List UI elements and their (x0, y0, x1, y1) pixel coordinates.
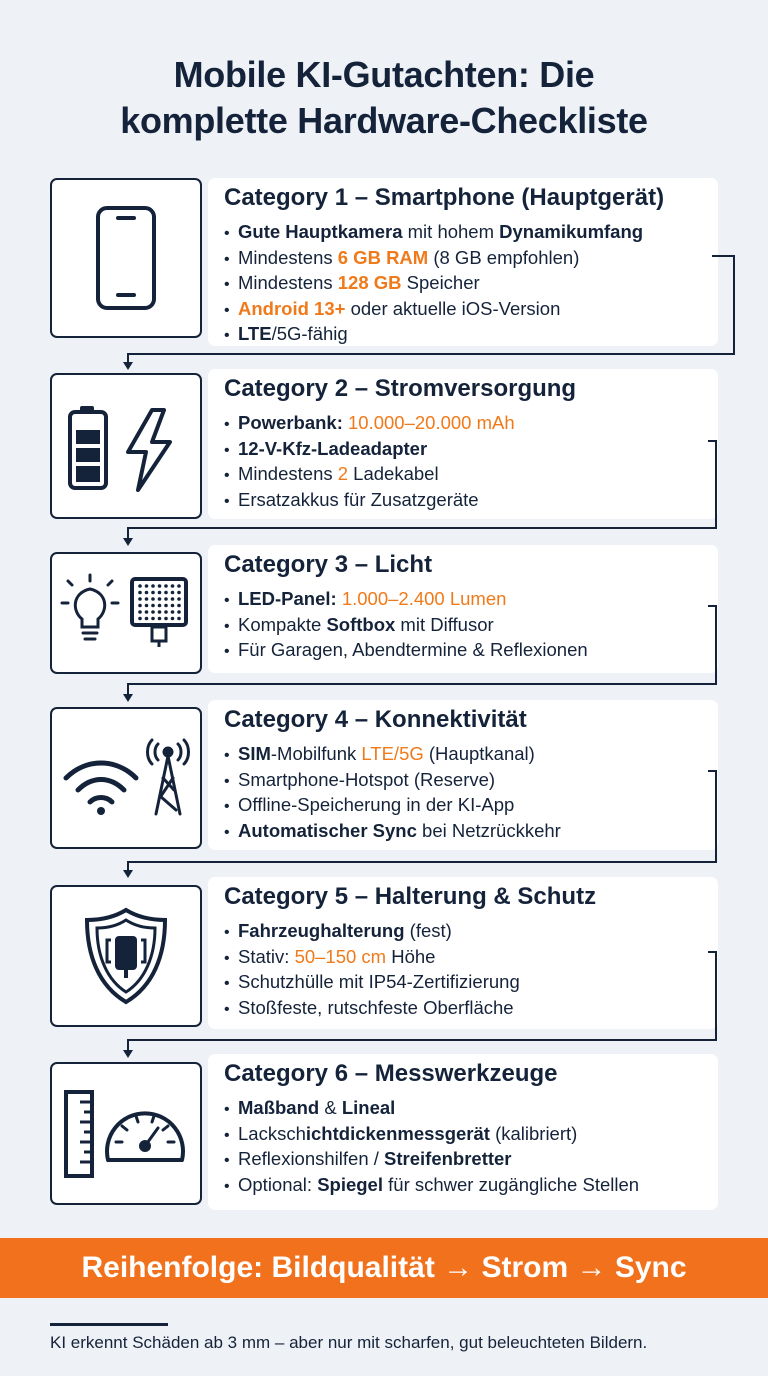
item-text: Lacksch (238, 1122, 306, 1144)
checklist-item (224, 220, 643, 246)
item-text: Reflexionshilfen / (238, 1148, 385, 1169)
checklist-item (224, 768, 561, 794)
category-items (224, 411, 515, 513)
item-text: Gute Hauptkamera (238, 221, 403, 242)
item-text: (8 GB empfohlen) (428, 246, 580, 268)
item-text: & (319, 1097, 342, 1118)
page-title-line-2: komplette Hardware-Checkliste (120, 100, 648, 141)
item-text: Automatischer Sync (238, 819, 417, 841)
category-5-text (208, 877, 718, 1029)
checklist-item (224, 271, 643, 297)
item-text: Speicher (401, 272, 480, 293)
item-text: Kompakte (238, 613, 327, 635)
item-text: 10.000–20.000 mAh (348, 412, 515, 433)
item-text: Ersatzakkus für Zusatzgeräte (238, 488, 479, 510)
checklist-item (224, 587, 588, 613)
item-text: für schwer zugängliche Stellen (383, 1173, 640, 1195)
item-text: ichtdickenmessgerät (305, 1122, 490, 1144)
checklist-item (224, 1147, 639, 1173)
checklist-item (224, 742, 561, 768)
category-1-text (208, 178, 718, 346)
category-4-icon-box (50, 707, 202, 849)
item-text: mit Diffusor (395, 613, 494, 635)
page-title (0, 52, 768, 144)
item-text: 2 (337, 463, 349, 484)
checklist-item (224, 996, 520, 1022)
item-text: Offline-Speicherung in der KI-App (238, 794, 515, 815)
item-text: Powerbank: (238, 412, 343, 433)
category-title: Category 6 – Messwerkzeuge (224, 1060, 558, 1087)
item-text: Mindestens (238, 463, 338, 484)
item-text: mit hohem (402, 221, 500, 242)
item-text: Smartphone-Hotspot (Reserve) (238, 768, 496, 790)
item-text: Schutzhülle mit IP54-Zertifizierung (238, 971, 520, 992)
category-title: Category 1 – Smartphone (Hauptgerät) (224, 184, 665, 211)
item-text: Optional: (238, 1173, 318, 1195)
item-text: Mindestens (238, 246, 338, 268)
checklist-item (224, 322, 643, 348)
checklist-item (224, 1096, 639, 1122)
checklist-item (224, 970, 520, 996)
category-6-text (208, 1054, 718, 1210)
checklist-item (224, 819, 561, 845)
category-items (224, 220, 643, 348)
category-3-text (208, 545, 718, 673)
category-items (224, 742, 561, 844)
item-text: Spiegel (317, 1173, 383, 1195)
checklist-item (224, 638, 588, 664)
checklist-item (224, 1122, 639, 1148)
category-title: Category 3 – Licht (224, 551, 433, 578)
item-text: 50–150 cm (294, 945, 387, 967)
item-text: -Mobilfunk (270, 743, 362, 764)
item-text: Stativ: (238, 945, 295, 967)
item-text: LTE/5G (361, 743, 424, 764)
item-text: Streifenbretter (384, 1148, 512, 1169)
category-items (224, 919, 520, 1021)
item-text: 6 GB RAM (337, 246, 429, 268)
item-text: Softbox (326, 613, 396, 635)
category-3-icon-box (50, 552, 202, 674)
item-text: Ladekabel (348, 463, 439, 484)
footnote-divider (50, 1323, 168, 1326)
checklist-item (224, 488, 515, 514)
item-text: SIM (238, 743, 271, 764)
category-1-icon-box (50, 178, 202, 338)
item-text: Mindestens (238, 272, 338, 293)
item-text: (fest) (404, 920, 452, 941)
category-4-card (50, 707, 718, 849)
category-2-card (50, 373, 718, 519)
category-2-icon-box (50, 373, 202, 519)
category-1-card (50, 178, 718, 344)
item-text: Dynamikumfang (499, 221, 644, 242)
item-text: Höhe (386, 945, 436, 967)
checklist-item (224, 246, 643, 272)
page-title-line-1: Mobile KI-Gutachten: Die (173, 54, 595, 95)
item-text: Lineal (341, 1097, 396, 1118)
item-text: oder aktuelle iOS-Version (345, 297, 561, 319)
shield-phone-mount-icon (81, 906, 171, 1006)
item-text: Maßband (238, 1097, 320, 1118)
category-title: Category 5 – Halterung & Schutz (224, 883, 597, 910)
item-text: LTE (238, 323, 272, 344)
item-text: Für Garagen, Abendtermine & Reflexionen (238, 639, 588, 660)
ruler-gauge-icon (64, 1086, 188, 1182)
item-text: 128 GB (337, 272, 402, 293)
battery-bolt-icon (66, 396, 186, 496)
item-text: /5G-fähig (271, 323, 348, 344)
checklist-item (224, 1173, 639, 1199)
category-5-icon-box (50, 885, 202, 1027)
category-3-card (50, 552, 718, 674)
smartphone-icon (86, 198, 166, 318)
item-text: LED-Panel: (238, 588, 337, 609)
checklist-item (224, 945, 520, 971)
item-text: Fahrzeughalterung (238, 920, 405, 941)
checklist-item (224, 793, 561, 819)
wifi-antenna-icon (60, 738, 192, 818)
category-2-text (208, 369, 718, 519)
item-text: 12-V-Kfz-Ladeadapter (238, 437, 428, 459)
category-title: Category 2 – Stromversorgung (224, 375, 577, 402)
category-6-icon-box (50, 1062, 202, 1205)
checklist-item (224, 462, 515, 488)
item-text: 1.000–2.400 Lumen (341, 588, 507, 609)
category-items (224, 587, 588, 664)
checklist-item (224, 297, 643, 323)
lightbulb-led-panel-icon (60, 573, 192, 653)
checklist-item (224, 411, 515, 437)
sequence-banner: Reihenfolge: Bildqualität → Strom → Sync (0, 1238, 768, 1298)
category-title: Category 4 – Konnektivität (224, 706, 527, 733)
category-items (224, 1096, 639, 1198)
category-5-card (50, 885, 718, 1027)
checklist-item (224, 437, 515, 463)
category-4-text (208, 700, 718, 850)
item-text: bei Netzrückkehr (416, 819, 561, 841)
item-text: Stoßfeste, rutschfeste Oberfläche (238, 996, 514, 1018)
item-text: (kalibriert) (489, 1122, 578, 1144)
checklist-item (224, 613, 588, 639)
item-text: (Hauptkanal) (423, 743, 535, 764)
category-6-card (50, 1062, 718, 1205)
item-text: Android 13+ (238, 297, 346, 319)
checklist-item (224, 919, 520, 945)
footnote: KI erkennt Schäden ab 3 mm – aber nur mit scharfen, gut beleuchteten Bildern. (50, 1333, 648, 1352)
